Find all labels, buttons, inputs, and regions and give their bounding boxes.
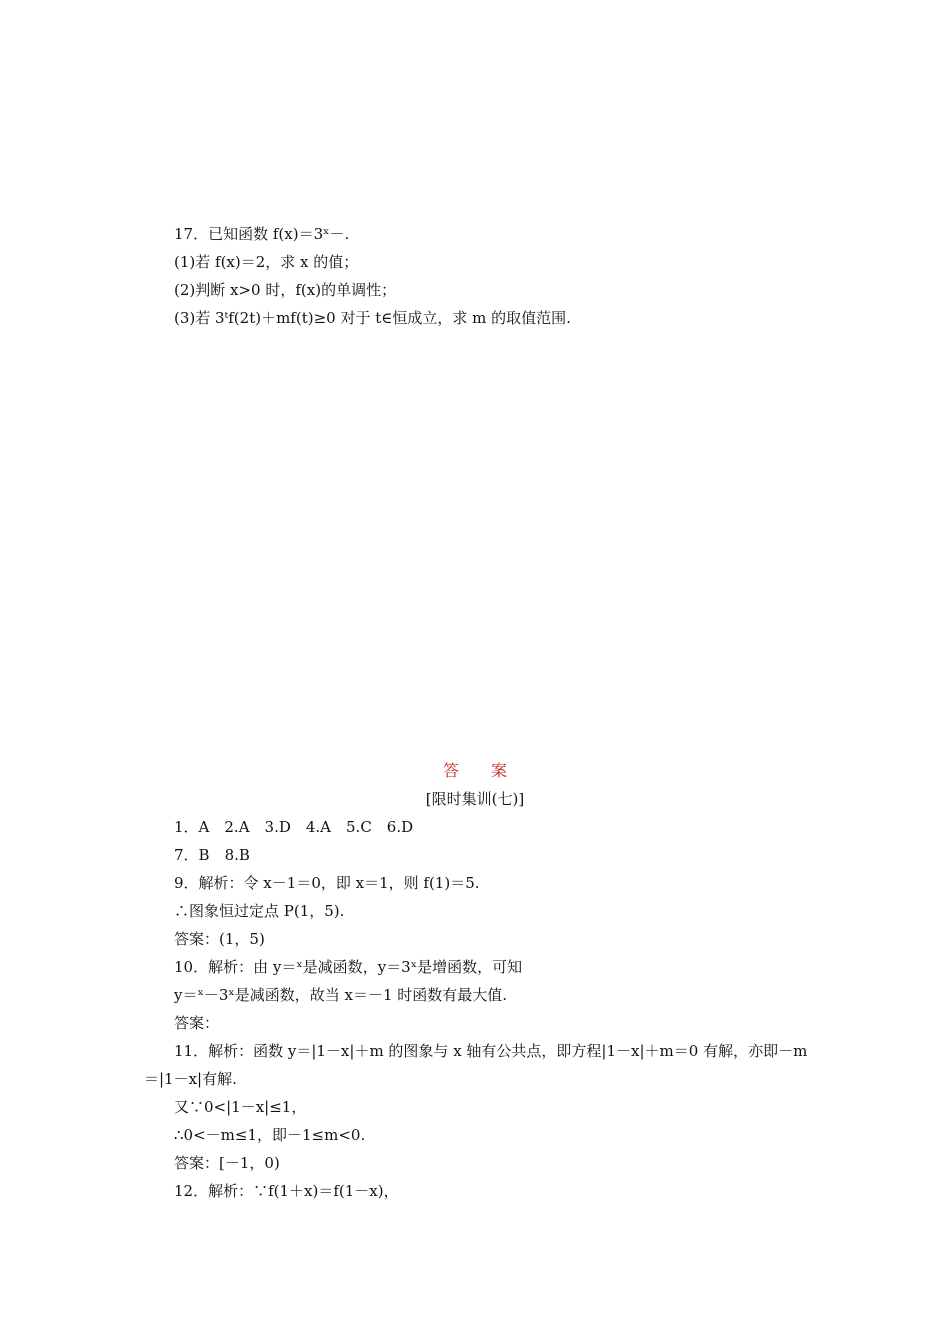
answer-line: ∴图象恒过定点 P(1，5). — [174, 902, 345, 920]
answer-line: 1．A 2.A 3.D 4.A 5.C 6.D — [174, 818, 414, 836]
answer-line: 又∵0<|1－x|≤1， — [174, 1098, 307, 1116]
answer-title: 答 案 — [442, 761, 507, 780]
answer-line: 10．解析：由 y＝ˣ是减函数，y＝3ˣ是增函数，可知 — [174, 958, 523, 976]
problem-17-part-3: (3)若 3ᵗf(2t)＋mf(t)≥0 对于 t∈恒成立，求 m 的取值范围. — [174, 309, 571, 327]
answer-line: 答案： — [174, 1014, 220, 1032]
problem-17-part-2: (2)判断 x>0 时，f(x)的单调性； — [174, 281, 397, 299]
problem-17-stem: 17．已知函数 f(x)＝3ˣ－. — [174, 225, 350, 243]
answer-subtitle: [限时集训(七)] — [425, 790, 525, 808]
problem-17-part-1: (1)若 f(x)＝2，求 x 的值； — [174, 253, 359, 271]
answer-line: 7．B 8.B — [174, 846, 250, 864]
answer-line: ＝|1－x|有解. — [144, 1070, 237, 1088]
answer-line: 12．解析：∵f(1＋x)＝f(1－x)， — [174, 1182, 399, 1200]
answer-line: y＝ˣ－3ˣ是减函数，故当 x＝－1 时函数有最大值. — [174, 986, 508, 1004]
answer-line: 11．解析：函数 y＝|1－x|＋m 的图象与 x 轴有公共点，即方程|1－x|＋m＝0 有解，亦即－m — [174, 1042, 808, 1060]
answer-line: ∴0<－m≤1，即－1≤m<0. — [174, 1126, 366, 1144]
answer-line: 答案：[－1，0) — [174, 1154, 280, 1172]
answer-line: 9．解析：令 x－1＝0，即 x＝1，则 f(1)＝5. — [174, 874, 480, 892]
answer-line: 答案：(1，5) — [174, 930, 265, 948]
